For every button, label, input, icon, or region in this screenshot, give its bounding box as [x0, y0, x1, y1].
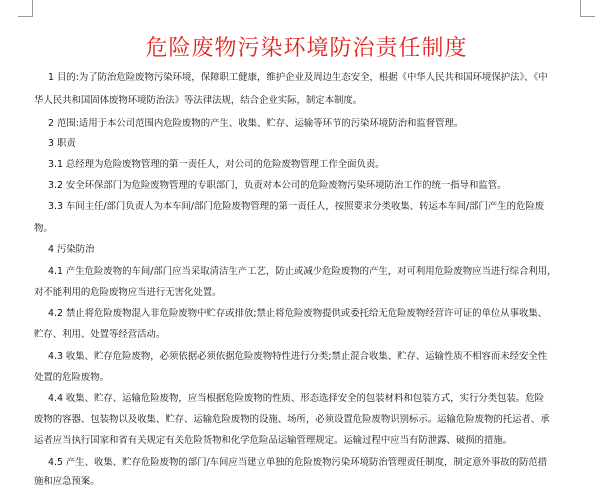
crop-mark-top-left — [18, 0, 33, 17]
paragraph-line: 3.1 总经理为危险废物管理的第一责任人，对公司的危险废物管理工作全面负责。 — [48, 159, 385, 170]
paragraph-line: 2 范围:适用于本公司范围内危险废物的产生、收集、贮存、运输等环节的污染环境防治和监督管理。 — [48, 118, 464, 129]
paragraph-line: 贮存、利用、处置等经营活动。 — [34, 329, 166, 340]
section-heading: 3 职责 — [48, 138, 76, 149]
paragraph-line: 3.3 车间主任/部门负责人为本车间/部门危险废物管理的第一责任人，按照要求分类收集、转运本车间/部门产生的危险废 — [48, 201, 545, 212]
paragraph-line: 处置的危险废物。 — [34, 372, 110, 383]
paragraph-line: 4.2 禁止将危险废物混入非危险废物中贮存或排放;禁止将危险废物提供或委托给无危险废物经营许可证的单位从事收集、 — [48, 308, 548, 319]
paragraph-line: 1 目的:为了防治危险废物污染环境，保障职工健康，维护企业及周边生态安全，根据《中华人民共和国环境保护法》、《中 — [48, 72, 548, 83]
paragraph-line: 4.1 产生危险废物的车间/部门应当采取清洁生产工艺，防止或减少危险废物的产生，对可利用危险废物应当进行综合利用， — [48, 266, 557, 277]
paragraph-line: 施和应急预案。 — [34, 476, 100, 487]
paragraph-line: 3.2 安全环保部门为危险废物管理的专职部门，负责对本公司的危险废物污染环境防治工作的统一指导和监管。 — [48, 180, 507, 191]
paragraph-line: 4.3 收集、贮存危险废物，必须依据必须依据危险废物特性进行分类;禁止混合收集、贮存、运输性质不相容而未经安全性 — [48, 351, 548, 362]
section-heading: 4 污染防治 — [48, 244, 95, 255]
paragraph-line: 对不能利用的危险废物应当进行无害化处置。 — [34, 287, 222, 298]
document-title: 危险废物污染环境防治责任制度 — [145, 36, 468, 61]
paragraph-line: 运者应当执行国家和省有关规定有关危险货物和化学危险品运输管理规定。运输过程中应当有防泄露、破损的措施。 — [34, 435, 513, 446]
paragraph-line: 4.4 收集、贮存、运输危险废物，应当根据危险废物的性质、形态选择安全的包装材料和包装方式，实行分类包装。危险 — [48, 393, 545, 404]
paragraph-line: 物。 — [34, 223, 53, 234]
paragraph-line: 废物的容器、包装物以及收集、贮存、运输危险废物的设施、场所，必须设置危险废物识别标示。运输危险废物的托运者、承 — [34, 414, 550, 425]
crop-mark-top-right — [580, 0, 595, 17]
paragraph-line: 华人民共和国固体废物环境防治法》等法律法规，结合企业实际，制定本制度。 — [34, 95, 363, 106]
paragraph-line: 4.5 产生、收集、贮存危险废物的部门/车间应当建立单独的危险废物污染环境防治管理责任制度，制定意外事故的防范措 — [48, 457, 548, 468]
